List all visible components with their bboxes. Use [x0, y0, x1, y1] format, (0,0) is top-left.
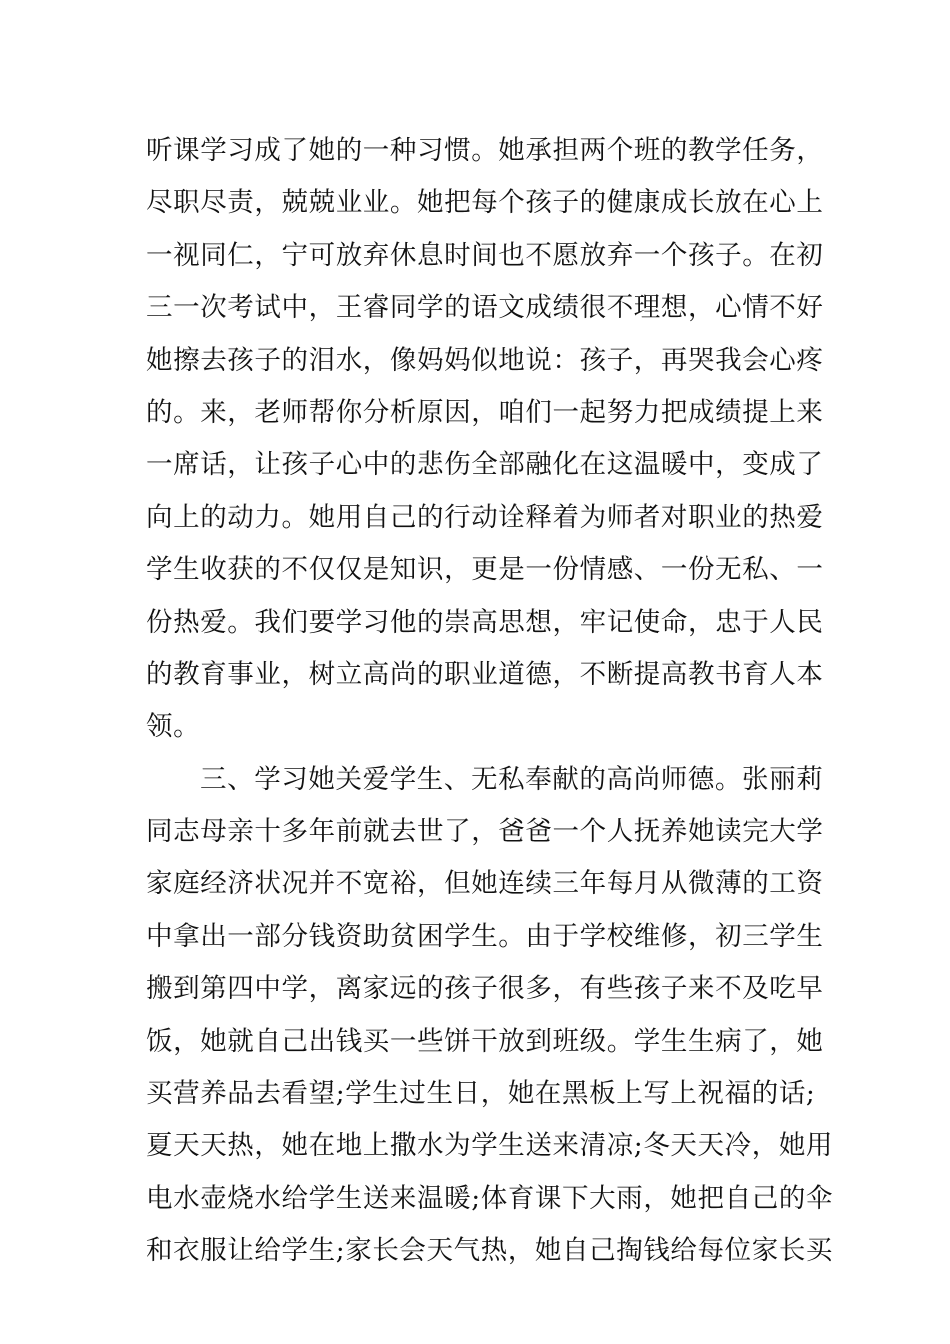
text-line: 的教育事业，树立高尚的职业道德，不断提高教书育人本 — [146, 658, 824, 690]
text-line: 一视同仁，宁可放弃休息时间也不愿放弃一个孩子。在初 — [146, 239, 824, 271]
text-line: 中拿出一部分钱资助贫困学生。由于学校维修，初三学生 — [146, 920, 824, 952]
text-line: 三一次考试中，王睿同学的语文成绩很不理想，心情不好 — [146, 292, 824, 324]
text-line: 饭，她就自己出钱买一些饼干放到班级。学生生病了，她 — [146, 1025, 824, 1057]
text-line: 她擦去孩子的泪水，像妈妈似地说：孩子，再哭我会心疼 — [146, 344, 824, 376]
text-line: 电水壶烧水给学生送来温暖;体育课下大雨，她把自己的伞 — [146, 1182, 834, 1214]
section-heading-line: 三、学习她关爱学生、无私奉献的高尚师德。张丽莉 — [200, 763, 824, 795]
text-line: 同志母亲十多年前就去世了，爸爸一个人抚养她读完大学 — [146, 816, 824, 848]
text-line: 向上的动力。她用自己的行动诠释着为师者对职业的热爱 — [146, 501, 824, 533]
text-line: 尽职尽责，兢兢业业。她把每个孩子的健康成长放在心上 — [146, 187, 824, 219]
text-line: 家庭经济状况并不宽裕，但她连续三年每月从微薄的工资 — [146, 868, 824, 900]
body-text — [146, 125, 834, 1278]
text-line: 领。 — [146, 711, 201, 743]
text-line: 的。来，老师帮你分析原因，咱们一起努力把成绩提上来 — [146, 396, 824, 428]
text-line: 份热爱。我们要学习他的崇高思想，牢记使命，忠于人民 — [146, 606, 824, 638]
text-line: 搬到第四中学，离家远的孩子很多，有些孩子来不及吃早 — [146, 973, 824, 1005]
text-line: 一席话，让孩子心中的悲伤全部融化在这温暖中，变成了 — [146, 449, 824, 481]
text-line: 夏天天热，她在地上撒水为学生送来清凉;冬天天冷，她用 — [146, 1130, 834, 1162]
text-line: 学生收获的不仅仅是知识，更是一份情感、一份无私、一 — [146, 554, 824, 586]
text-line: 听课学习成了她的一种习惯。她承担两个班的教学任务， — [146, 135, 824, 166]
text-line: 和衣服让给学生;家长会天气热，她自己掏钱给每位家长买 — [146, 1235, 834, 1267]
text-line: 买营养品去看望;学生过生日，她在黑板上写上祝福的话; — [146, 1078, 816, 1110]
